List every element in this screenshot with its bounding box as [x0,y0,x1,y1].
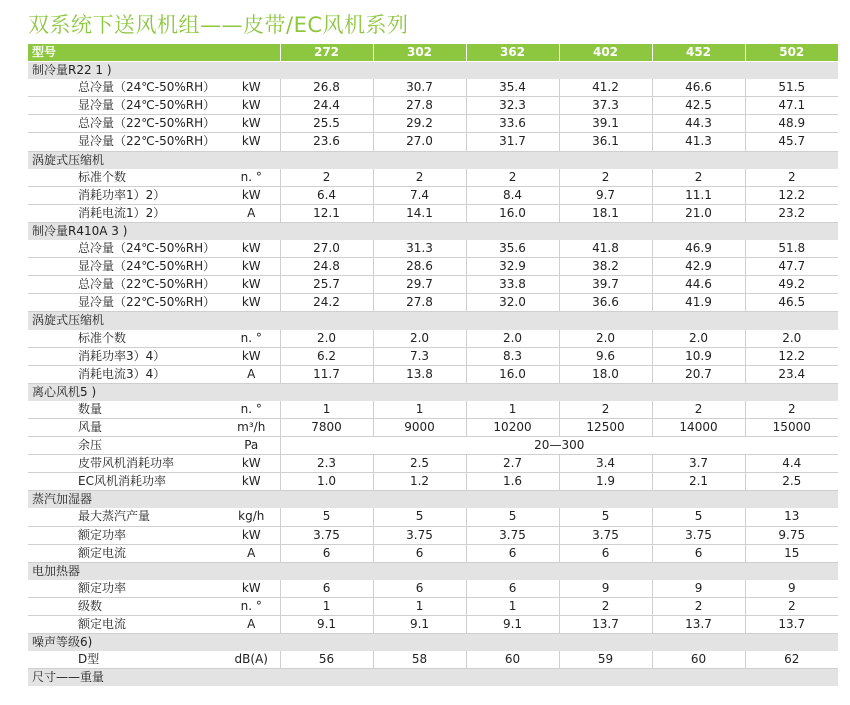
row-unit: A [223,204,280,222]
cell-value: 51.8 [745,240,838,258]
cell-value: 10200 [466,418,559,436]
cell-value: 24.8 [280,258,373,276]
cell-value: 2.0 [280,330,373,348]
section-label: 制冷量R410A 3 ) [28,222,838,240]
cell-value: 37.3 [559,97,652,115]
table-row [28,437,838,455]
row-unit: Pa [223,437,280,455]
row-unit: n. ° [223,169,280,187]
table-header-row [28,44,838,62]
cell-value: 9.75 [745,526,838,544]
cell-value: 32.3 [466,97,559,115]
section-row [28,62,838,80]
header-model-label: 型号 [28,44,280,62]
cell-value: 2.0 [373,330,466,348]
cell-value: 14000 [652,418,745,436]
cell-value: 5 [373,508,466,526]
table-row [28,616,838,634]
page-title: 双系统下送风机组——皮带/EC风机系列 [28,13,409,37]
cell-value: 12.2 [745,347,838,365]
cell-value: 51.5 [745,79,838,97]
cell-value: 12.2 [745,186,838,204]
cell-value: 3.75 [373,526,466,544]
cell-value: 21.0 [652,204,745,222]
cell-value: 6 [466,544,559,562]
cell-value: 44.3 [652,115,745,133]
cell-value: 15 [745,544,838,562]
row-label: 额定功率 [28,580,223,598]
cell-value: 6.4 [280,186,373,204]
cell-value: 46.6 [652,79,745,97]
row-label: EC风机消耗功率 [28,473,223,491]
row-unit: kW [223,294,280,312]
table-row [28,133,838,151]
table-row [28,597,838,615]
row-span-value: 20—300 [280,437,838,455]
spec-table-body [28,44,838,686]
cell-value: 48.9 [745,115,838,133]
cell-value: 45.7 [745,133,838,151]
cell-value: 15000 [745,418,838,436]
table-row [28,330,838,348]
cell-value: 30.7 [373,79,466,97]
cell-value: 38.2 [559,258,652,276]
cell-value: 5 [652,508,745,526]
table-row [28,347,838,365]
cell-value: 3.75 [466,526,559,544]
cell-value: 1 [280,597,373,615]
cell-value: 16.0 [466,204,559,222]
cell-value: 3.7 [652,455,745,473]
cell-value: 2.0 [745,330,838,348]
table-row [28,97,838,115]
row-unit: n. ° [223,330,280,348]
cell-value: 13.7 [559,616,652,634]
cell-value: 2.3 [280,455,373,473]
cell-value: 46.5 [745,294,838,312]
cell-value: 7.4 [373,186,466,204]
row-label: 总冷量（24℃-50%RH） [28,240,223,258]
cell-value: 58 [373,651,466,669]
table-row [28,508,838,526]
cell-value: 41.3 [652,133,745,151]
cell-value: 23.4 [745,365,838,383]
cell-value: 12500 [559,418,652,436]
table-row [28,276,838,294]
row-label: D型 [28,651,223,669]
cell-value: 25.5 [280,115,373,133]
row-label: 总冷量（22℃-50%RH） [28,276,223,294]
cell-value: 2 [559,169,652,187]
cell-value: 9.1 [466,616,559,634]
header-model-502: 502 [745,44,838,62]
cell-value: 9.1 [280,616,373,634]
cell-value: 6 [466,580,559,598]
cell-value: 26.8 [280,79,373,97]
cell-value: 9.7 [559,186,652,204]
cell-value: 1 [373,401,466,419]
cell-value: 1 [466,401,559,419]
cell-value: 23.6 [280,133,373,151]
cell-value: 27.8 [373,294,466,312]
section-row [28,562,838,580]
header-model-402: 402 [559,44,652,62]
cell-value: 6 [652,544,745,562]
cell-value: 42.9 [652,258,745,276]
header-model-452: 452 [652,44,745,62]
cell-value: 27.0 [280,240,373,258]
cell-value: 32.9 [466,258,559,276]
row-unit: A [223,544,280,562]
cell-value: 49.2 [745,276,838,294]
cell-value: 32.0 [466,294,559,312]
cell-value: 1.2 [373,473,466,491]
cell-value: 2 [652,401,745,419]
cell-value: 27.8 [373,97,466,115]
cell-value: 23.2 [745,204,838,222]
cell-value: 9 [745,580,838,598]
cell-value: 18.0 [559,365,652,383]
row-unit: kW [223,133,280,151]
cell-value: 60 [466,651,559,669]
cell-value: 14.1 [373,204,466,222]
cell-value: 13 [745,508,838,526]
row-unit: n. ° [223,401,280,419]
row-label: 消耗功率3）4） [28,347,223,365]
table-row [28,294,838,312]
table-row [28,240,838,258]
cell-value: 5 [559,508,652,526]
cell-value: 41.2 [559,79,652,97]
table-row [28,169,838,187]
table-row [28,473,838,491]
cell-value: 29.2 [373,115,466,133]
row-label: 风量 [28,418,223,436]
cell-value: 8.3 [466,347,559,365]
table-row [28,79,838,97]
cell-value: 11.1 [652,186,745,204]
table-row [28,418,838,436]
table-row [28,401,838,419]
cell-value: 2 [652,169,745,187]
cell-value: 9 [559,580,652,598]
row-unit: kW [223,79,280,97]
cell-value: 2 [559,401,652,419]
row-unit: kW [223,115,280,133]
cell-value: 1 [280,401,373,419]
cell-value: 8.4 [466,186,559,204]
cell-value: 1 [466,597,559,615]
cell-value: 33.8 [466,276,559,294]
section-row [28,491,838,509]
cell-value: 39.1 [559,115,652,133]
table-row [28,580,838,598]
row-label: 级数 [28,597,223,615]
row-unit: kW [223,186,280,204]
cell-value: 47.1 [745,97,838,115]
header-model-302: 302 [373,44,466,62]
cell-value: 28.6 [373,258,466,276]
row-unit: kW [223,473,280,491]
row-unit: m³/h [223,418,280,436]
section-label: 离心风机5 ) [28,383,838,401]
cell-value: 9.1 [373,616,466,634]
cell-value: 39.7 [559,276,652,294]
cell-value: 25.7 [280,276,373,294]
table-row [28,651,838,669]
table-row [28,526,838,544]
cell-value: 7.3 [373,347,466,365]
cell-value: 3.75 [652,526,745,544]
cell-value: 27.0 [373,133,466,151]
row-unit: kW [223,455,280,473]
table-row [28,455,838,473]
cell-value: 2 [652,597,745,615]
row-label: 额定电流 [28,616,223,634]
cell-value: 41.8 [559,240,652,258]
section-label: 尺寸——重量 [28,669,838,687]
cell-value: 56 [280,651,373,669]
row-unit: kW [223,258,280,276]
table-row [28,186,838,204]
cell-value: 2.1 [652,473,745,491]
cell-value: 36.1 [559,133,652,151]
cell-value: 3.75 [559,526,652,544]
row-unit: n. ° [223,597,280,615]
cell-value: 4.4 [745,455,838,473]
cell-value: 59 [559,651,652,669]
row-label: 皮带风机消耗功率 [28,455,223,473]
cell-value: 31.3 [373,240,466,258]
row-label: 标准个数 [28,330,223,348]
cell-value: 2 [559,597,652,615]
cell-value: 1.9 [559,473,652,491]
cell-value: 44.6 [652,276,745,294]
cell-value: 16.0 [466,365,559,383]
cell-value: 2.7 [466,455,559,473]
cell-value: 2.5 [745,473,838,491]
section-row [28,669,838,687]
header-model-272: 272 [280,44,373,62]
cell-value: 2 [745,401,838,419]
section-label: 电加热器 [28,562,838,580]
section-label: 蒸汽加湿器 [28,491,838,509]
row-unit: kW [223,97,280,115]
cell-value: 6 [373,580,466,598]
cell-value: 9 [652,580,745,598]
row-unit: kW [223,240,280,258]
header-model-362: 362 [466,44,559,62]
cell-value: 6 [559,544,652,562]
cell-value: 5 [280,508,373,526]
row-label: 额定电流 [28,544,223,562]
cell-value: 6 [280,580,373,598]
cell-value: 1.6 [466,473,559,491]
row-unit: kW [223,526,280,544]
cell-value: 47.7 [745,258,838,276]
cell-value: 1.0 [280,473,373,491]
section-label: 制冷量R22 1 ) [28,62,838,80]
section-label: 涡旋式压缩机 [28,151,838,169]
row-label: 总冷量（22℃-50%RH） [28,115,223,133]
row-label: 显冷量（24℃-50%RH） [28,97,223,115]
cell-value: 31.7 [466,133,559,151]
cell-value: 2 [466,169,559,187]
section-row [28,222,838,240]
row-label: 标准个数 [28,169,223,187]
cell-value: 10.9 [652,347,745,365]
cell-value: 24.2 [280,294,373,312]
cell-value: 2 [745,169,838,187]
cell-value: 41.9 [652,294,745,312]
cell-value: 2.0 [559,330,652,348]
row-unit: dB(A) [223,651,280,669]
cell-value: 13.7 [652,616,745,634]
cell-value: 2.5 [373,455,466,473]
cell-value: 2 [373,169,466,187]
cell-value: 2.0 [466,330,559,348]
cell-value: 62 [745,651,838,669]
row-label: 显冷量（24℃-50%RH） [28,258,223,276]
row-unit: A [223,365,280,383]
cell-value: 35.4 [466,79,559,97]
cell-value: 6 [280,544,373,562]
row-unit: kg/h [223,508,280,526]
cell-value: 6 [373,544,466,562]
row-label: 消耗功率1）2） [28,186,223,204]
row-label: 消耗电流1）2） [28,204,223,222]
row-label: 总冷量（24℃-50%RH） [28,79,223,97]
cell-value: 35.6 [466,240,559,258]
cell-value: 13.7 [745,616,838,634]
row-unit: A [223,616,280,634]
section-row [28,634,838,652]
cell-value: 2.0 [652,330,745,348]
cell-value: 24.4 [280,97,373,115]
table-row [28,365,838,383]
cell-value: 29.7 [373,276,466,294]
cell-value: 2 [745,597,838,615]
row-label: 最大蒸汽产量 [28,508,223,526]
cell-value: 33.6 [466,115,559,133]
row-label: 消耗电流3）4） [28,365,223,383]
row-unit: kW [223,580,280,598]
cell-value: 42.5 [652,97,745,115]
cell-value: 18.1 [559,204,652,222]
cell-value: 1 [373,597,466,615]
spec-table [28,44,838,686]
row-label: 显冷量（22℃-50%RH） [28,294,223,312]
cell-value: 2 [280,169,373,187]
row-label: 额定功率 [28,526,223,544]
table-row [28,544,838,562]
cell-value: 6.2 [280,347,373,365]
cell-value: 3.4 [559,455,652,473]
section-row [28,312,838,330]
table-row [28,115,838,133]
section-row [28,383,838,401]
row-unit: kW [223,276,280,294]
cell-value: 20.7 [652,365,745,383]
row-label: 显冷量（22℃-50%RH） [28,133,223,151]
section-label: 噪声等级6) [28,634,838,652]
cell-value: 9000 [373,418,466,436]
section-row [28,151,838,169]
cell-value: 11.7 [280,365,373,383]
table-row [28,204,838,222]
table-row [28,258,838,276]
cell-value: 13.8 [373,365,466,383]
cell-value: 3.75 [280,526,373,544]
row-unit: kW [223,347,280,365]
row-label: 余压 [28,437,223,455]
cell-value: 36.6 [559,294,652,312]
cell-value: 12.1 [280,204,373,222]
row-label: 数量 [28,401,223,419]
cell-value: 60 [652,651,745,669]
cell-value: 9.6 [559,347,652,365]
cell-value: 7800 [280,418,373,436]
section-label: 涡旋式压缩机 [28,312,838,330]
cell-value: 5 [466,508,559,526]
cell-value: 46.9 [652,240,745,258]
